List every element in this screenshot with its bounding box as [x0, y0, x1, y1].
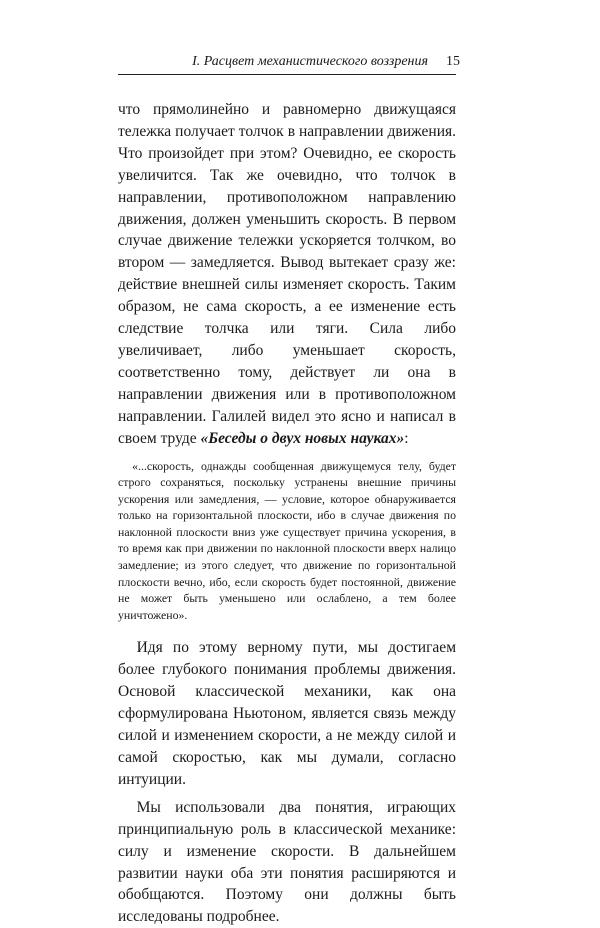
page-number: 15	[446, 54, 460, 69]
paragraph-1-text: что прямолинейно и равномерно движущаяся тележка получает толчок в направлении движения. Что произойдет при этом? Очевидно, ее скорость увеличится. Так же очевидно, что толчок в направлении, противоположном направлению движения, должен уменьшить скорость. В первом случае движение тележки ускоряется толчком, во втором — замедляется. Вывод вытекает сразу же: действие внешней силы изменяет скорость. Таким образом, не сама скорость, а ее изменение есть следствие толчка или тяги. Сила либо увеличивает, либо уменьшает скорость, соответственно тому, действует ли она в направлении движения или в противоположном направлении. Галилей видел это ясно и написал в своем труде	[118, 101, 456, 447]
paragraph-3: Мы использовали два понятия, играющих принципиальную роль в классической механике: силу и изменение скорости. В дальнейшем развитии науки оба эти понятия расширяются и обобщаются. Поэтому они должны быть исследованы подробнее.	[118, 798, 456, 926]
paragraph-1	[118, 99, 456, 450]
book-title-reference: «Беседы о двух новых науках»	[200, 429, 405, 447]
body-text	[118, 99, 456, 928]
paragraph-1-end: :	[404, 429, 409, 447]
paragraph-2: Идя по этому верному пути, мы достигаем более глубокого понимания проблемы движения. Основой классической механики, как она сформулирована Ньютоном, является связь между силой и изменением скорости, а не между силой и самой скоростью, как мы думали, согласно интуиции.	[118, 639, 456, 788]
book-page	[118, 52, 460, 928]
block-quote: «...скорость, однажды сообщенная движущемуся телу, будет строго сохраняться, поскольку устранены внешние причины ускорения или замедления, — условие, которое обнаруживается только на горизонтальной плоскости, ибо в случае движения по наклонной плоскости вниз уже существует причина ускорения, в то время как при движении по наклонной плоскости вверх налицо замедление; из этого следует, что движение по горизонтальной плоскости вечно, ибо, если скорость будет постоянной, движение не может быть уменьшено или ослаблено, а тем более уничтожено».	[118, 458, 456, 622]
running-head	[118, 52, 460, 75]
running-title: I. Расцвет механистического воззрения	[192, 54, 428, 69]
